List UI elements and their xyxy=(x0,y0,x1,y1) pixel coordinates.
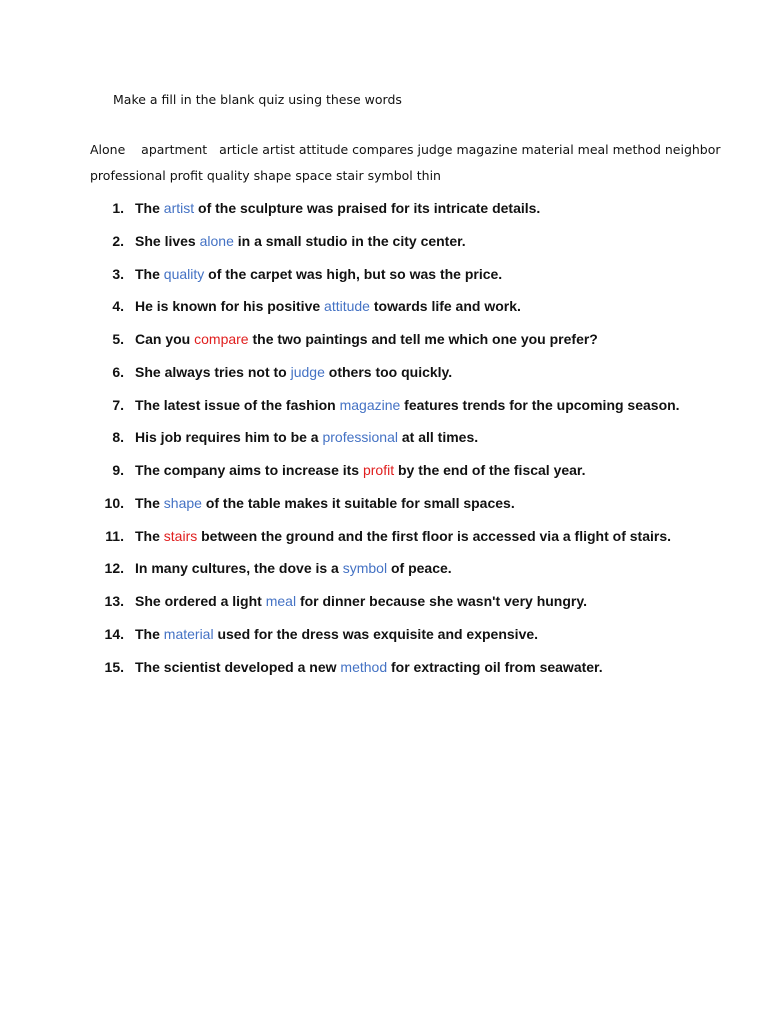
prompt-text: Make a fill in the blank quiz using these words xyxy=(113,92,402,107)
quiz-question xyxy=(0,624,768,657)
question-number: 8. xyxy=(112,429,124,446)
quiz-question xyxy=(0,264,768,297)
question-number: 10. xyxy=(104,494,124,511)
question-text-after: features trends for the upcoming season. xyxy=(400,396,680,413)
question-number: 13. xyxy=(104,593,124,609)
question-text xyxy=(135,657,603,677)
quiz-question xyxy=(0,558,768,591)
question-text-before: Can you xyxy=(135,331,195,347)
question-text xyxy=(135,296,521,316)
answer-word: magazine xyxy=(339,396,401,413)
question-text xyxy=(135,231,466,251)
question-number: 14. xyxy=(104,625,124,642)
answer-word: professional xyxy=(322,429,398,446)
question-text xyxy=(135,362,452,382)
question-text-after: used for the dress was exquisite and expensive. xyxy=(213,625,539,642)
answer-word: artist xyxy=(163,200,195,216)
question-text-before: The scientist developed a new xyxy=(135,658,341,675)
quiz-question xyxy=(0,231,768,264)
question-text xyxy=(135,395,680,415)
question-text-before: The xyxy=(135,625,164,642)
question-text-before: He is known for his positive xyxy=(135,298,325,315)
question-number: 5. xyxy=(112,331,124,347)
word-bank xyxy=(90,137,730,189)
question-number: 9. xyxy=(112,462,124,478)
question-text-after: towards life and work. xyxy=(369,298,521,315)
question-text-after: of the carpet was high, but so was the price. xyxy=(204,265,503,282)
quiz-question xyxy=(0,362,768,395)
question-text-after: for extracting oil from seawater. xyxy=(387,658,603,675)
question-text-after: for dinner because she wasn't very hungry. xyxy=(296,593,587,609)
answer-word: profit xyxy=(362,462,395,478)
question-text-after: of the table makes it suitable for small spaces. xyxy=(201,494,515,511)
question-text-after: of peace. xyxy=(387,560,452,577)
quiz-question xyxy=(0,460,768,493)
question-text-before: His job requires him to be a xyxy=(135,429,323,446)
question-text xyxy=(135,460,586,480)
question-text-before: The xyxy=(135,527,164,544)
question-text xyxy=(135,591,587,611)
question-text xyxy=(135,264,502,284)
question-number: 7. xyxy=(112,396,124,413)
question-text xyxy=(135,493,515,513)
answer-word: material xyxy=(163,625,214,642)
question-text xyxy=(135,558,452,578)
question-number: 4. xyxy=(112,298,124,315)
answer-word: shape xyxy=(163,494,202,511)
answer-word: symbol xyxy=(342,560,388,577)
question-text-after: in a small studio in the city center. xyxy=(233,232,466,249)
question-text-before: In many cultures, the dove is a xyxy=(135,560,343,577)
question-number: 12. xyxy=(104,560,124,577)
quiz-question xyxy=(0,591,768,624)
question-text-after: by the end of the fiscal year. xyxy=(394,462,586,478)
question-number: 11. xyxy=(105,527,124,544)
question-text-before: She ordered a light xyxy=(135,593,266,609)
quiz-question xyxy=(0,329,768,362)
question-text xyxy=(135,526,671,546)
question-text-before: The xyxy=(135,494,164,511)
question-text-before: The company aims to increase its xyxy=(135,462,363,478)
question-number: 1. xyxy=(112,200,124,216)
answer-word: attitude xyxy=(324,298,370,315)
question-text xyxy=(135,198,540,218)
question-number: 2. xyxy=(112,232,124,249)
answer-word: alone xyxy=(199,232,234,249)
answer-word: method xyxy=(340,658,388,675)
quiz-question xyxy=(0,395,768,428)
quiz-question xyxy=(0,427,768,460)
question-text xyxy=(135,427,478,447)
answer-word: compare xyxy=(194,331,249,347)
quiz-question xyxy=(0,526,768,559)
question-number: 6. xyxy=(112,363,124,380)
question-text-after: of the sculpture was praised for its intricate details. xyxy=(194,200,541,216)
question-number: 3. xyxy=(112,265,124,282)
question-text-before: She lives xyxy=(135,232,200,249)
quiz-question xyxy=(0,657,768,690)
question-text-before: She always tries not to xyxy=(135,363,291,380)
question-text-after: the two paintings and tell me which one you prefer? xyxy=(248,331,598,347)
question-text-before: The latest issue of the fashion xyxy=(135,396,340,413)
word-bank-line-2: professional profit quality shape space stair symbol thin xyxy=(90,168,441,183)
question-text xyxy=(135,329,598,349)
question-text-before: The xyxy=(135,200,164,216)
quiz-list xyxy=(0,198,768,689)
quiz-question xyxy=(0,198,768,231)
question-text xyxy=(135,624,538,644)
answer-word: meal xyxy=(265,593,297,609)
quiz-question xyxy=(0,296,768,329)
answer-word: stairs xyxy=(163,527,198,544)
question-number: 15. xyxy=(104,658,124,675)
question-text-after: others too quickly. xyxy=(324,363,453,380)
answer-word: judge xyxy=(290,363,325,380)
answer-word: quality xyxy=(163,265,205,282)
word-bank-line-1: Alone apartment article artist attitude compares judge magazine material meal method neighbor xyxy=(90,142,721,157)
question-text-before: The xyxy=(135,265,164,282)
question-text-after: between the ground and the first floor is accessed via a flight of stairs. xyxy=(197,527,671,544)
question-text-after: at all times. xyxy=(397,429,479,446)
quiz-question xyxy=(0,493,768,526)
